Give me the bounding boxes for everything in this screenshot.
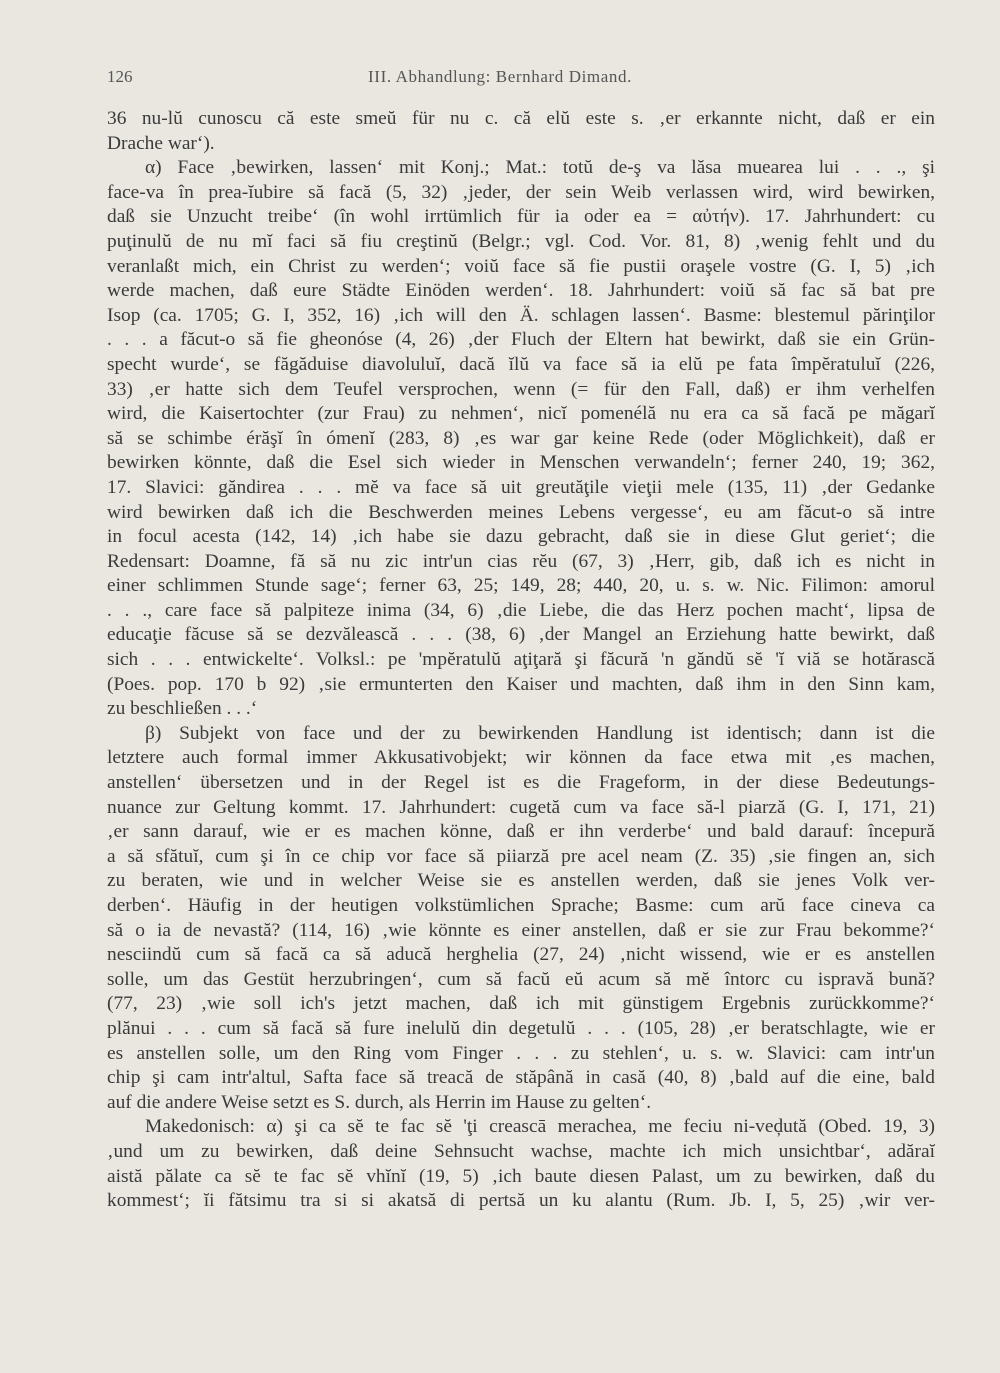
text-line: zu beschließen . . .‘ xyxy=(107,698,258,720)
text-line: derben‘. Häufig in der heutigen volkstümlichen Sprache; Basme: cum arŭ face cineva ca xyxy=(107,895,935,916)
text-line: educaţie făcuse să se dezvălească . . . (38, 6) ‚der Mangel an Erziehung hatte bewirkt, daß xyxy=(107,624,935,646)
text-line: plănui . . . cum să facă să fure inelulŭ din degetulŭ . . . (105, 28) ‚er beratschlagte, wie er xyxy=(107,1017,935,1039)
text-line: ‚und um zu bewirken, daß deine Sehnsucht wachse, machte ich mich unsichtbar‘, adăraĭ xyxy=(107,1140,935,1162)
text-line: auf die andere Weise setzt es S. durch, als Herrin im Hause zu gelten‘. xyxy=(107,1091,652,1113)
text-line: letztere auch formal immer Akkusativobjekt; wir können da face etwa mit ‚es machen, xyxy=(107,747,935,769)
text-line: sich . . . entwickelte‘. Volksl.: pe 'mpĕratulŭ aţiţară şi făcură 'n găndŭ sĕ 'ĭ viă se hotărască xyxy=(107,649,935,671)
text-line: daß sie Unzucht treibe‘ (în wohl irrtümlich für ia oder ea = αὐτήν). 17. Jahrhundert: cu xyxy=(107,206,935,228)
text-line: wird bewirken daß ich die Beschwerden meines Lebens vergesse‘, eu am făcut-o să intre xyxy=(107,501,935,523)
text-line: aistă pălate ca sĕ te fac sĕ vhĭnĭ (19, 5) ‚ich baute diesen Palast, um zu bewirken, daß du xyxy=(107,1165,935,1187)
text-line: solle, um das Gestüt herzubringen‘, cum să facŭ eŭ acum să mĕ întorc cu ispravă bună? xyxy=(107,968,935,990)
page-number: 126 xyxy=(107,67,133,86)
text-line: specht wurde‘, se făgăduise diavoluluĭ, dacă ĭlŭ va face să ia elŭ pe fata împĕratuluĭ (226, xyxy=(107,353,935,375)
text-line: (Poes. pop. 170 b 92) ‚sie ermunterten den Kaiser und machten, daß ihm in den Sinn kam, xyxy=(107,673,935,695)
text-line: nesciindŭ cum să facă ca să aducă herghelia (27, 24) ‚nicht wissend, wie er es anstellen xyxy=(107,944,935,966)
text-line: Redensart: Doamne, fă să nu zic intr'un cias rĕu (67, 3) ‚Herr, gib, daß ich es nicht in xyxy=(107,550,935,572)
text-line: . . . a făcut-o să fie gheonóse (4, 26) ‚der Fluch der Eltern hat bewirkt, daß sie ein Grün- xyxy=(107,329,935,351)
text-line: să se schimbe érăşĭ în ómenĭ (283, 8) ‚es war gar keine Rede (oder Möglichkeit), daß er xyxy=(107,427,935,449)
text-line: anstellen‘ übersetzen und in der Regel ist es die Frageform, in der diese Bedeutungs- xyxy=(107,772,935,794)
text-line: 33) ‚er hatte sich dem Teufel versprochen, wenn (= für den Fall, daß) er ihm verhelfen xyxy=(107,378,935,400)
text-line: es anstellen solle, um den Ring vom Finger . . . zu stehlen‘, u. s. w. Slavici: cam intr'un xyxy=(107,1042,935,1064)
text-line: chip şi cam intr'altul, Safta face să treacă de stăpână in casă (40, 8) ‚bald auf die eine, bald xyxy=(107,1067,935,1089)
running-head: III. Abhandlung: Bernhard Dimand. xyxy=(368,67,632,86)
text-line: ‚er sann darauf, wie er es machen könne, daß er ihn verderbe‘ und bald darauf: începură xyxy=(107,821,935,843)
text-line: 36 nu-lŭ cunoscu că este smeŭ für nu c. că elŭ este s. ‚er erkannte nicht, daß er ein xyxy=(107,108,935,129)
text-line: veranlaßt mich, ein Christ zu werden‘; voiŭ face să fie pustii oraşele vostre (G. I, 5) ‚ich xyxy=(107,255,935,277)
text-line: wird, die Kaisertochter (zur Frau) zu nehmen‘, nicĭ pomenélă nu era ca să facă pe măgarĭ xyxy=(107,403,935,425)
text-line: in focul acesta (142, 14) ‚ich habe sie dazu gebracht, daß sie in diese Glut geriet‘; die xyxy=(107,526,935,548)
text-line: zu beraten, wie und in welcher Weise sie es anstellen werden, daß sie jenes Volk ver- xyxy=(107,870,935,892)
page-header xyxy=(0,67,1000,89)
body-text xyxy=(107,107,935,1214)
text-line: α) Face ‚bewirken, lassen‘ mit Konj.; Mat.: totŭ de-ş va lăsa muearea lui . . ., şi xyxy=(145,157,935,179)
text-line: einer schlimmen Stunde sage‘; ferner 63, 25; 149, 28; 440, 20, u. s. w. Nic. Filimon: amorul xyxy=(107,575,935,597)
text-line: bewirken könnte, daß die Esel sich wieder in Menschen verwandeln‘; ferner 240, 19; 362, xyxy=(107,452,935,474)
text-line: 17. Slavici: găndirea . . . mĕ va face să uit greutăţile vieţii mele (135, 11) ‚der Gedanke xyxy=(107,476,935,498)
text-line: werde machen, daß eure Städte Einöden werden‘. 18. Jahrhundert: voiŭ să fac să bat pre xyxy=(107,280,935,302)
text-line: . . ., care face să palpiteze inima (34, 6) ‚die Liebe, die das Herz pochen macht‘, lipsa de xyxy=(107,599,935,621)
text-line: puţinulŭ de nu mĭ faci să fiu creştinŭ (Belgr.; vgl. Cod. Vor. 81, 8) ‚wenig fehlt und du xyxy=(107,230,935,252)
text-line: a să sfătuĭ, cum şi în ce chip vor face să piiarză pre acel neam (Z. 35) ‚sie fingen an, sich xyxy=(107,845,935,867)
text-line: Drache war‘). xyxy=(107,132,215,154)
text-line: face-va în prea-ĭubire să facă (5, 32) ‚jeder, der sein Weib verlassen wird, wird bewirken, xyxy=(107,181,935,203)
text-line: Makedonisch: α) şi ca sĕ te fac sĕ 'ţi creascā merachea, me feciu ni-veḑută (Obed. 19, 3) xyxy=(145,1116,935,1138)
text-line: Isop (ca. 1705; G. I, 352, 16) ‚ich will den Ä. schlagen lassen‘. Basme: blestemul părinţilor xyxy=(107,304,935,326)
text-line: să o ia de nevastă? (114, 16) ‚wie könnte es einer anstellen, daß er sie zur Frau bekomme?‘ xyxy=(107,919,935,941)
text-line: (77, 23) ‚wie soll ich's jetzt machen, daß ich mit günstigem Ergebnis zurückkomme?‘ xyxy=(107,993,935,1015)
text-line: kommest‘; ĭi fătsimu tra si si akatsă di pertsă un ku alantu (Rum. Jb. I, 5, 25) ‚wir ver- xyxy=(107,1190,935,1212)
text-line: β) Subjekt von face und der zu bewirkenden Handlung ist identisch; dann ist die xyxy=(145,722,935,744)
text-line: nuance zur Geltung kommt. 17. Jahrhundert: cugetă cum va face să-l piarză (G. I, 171, 21) xyxy=(107,796,935,818)
